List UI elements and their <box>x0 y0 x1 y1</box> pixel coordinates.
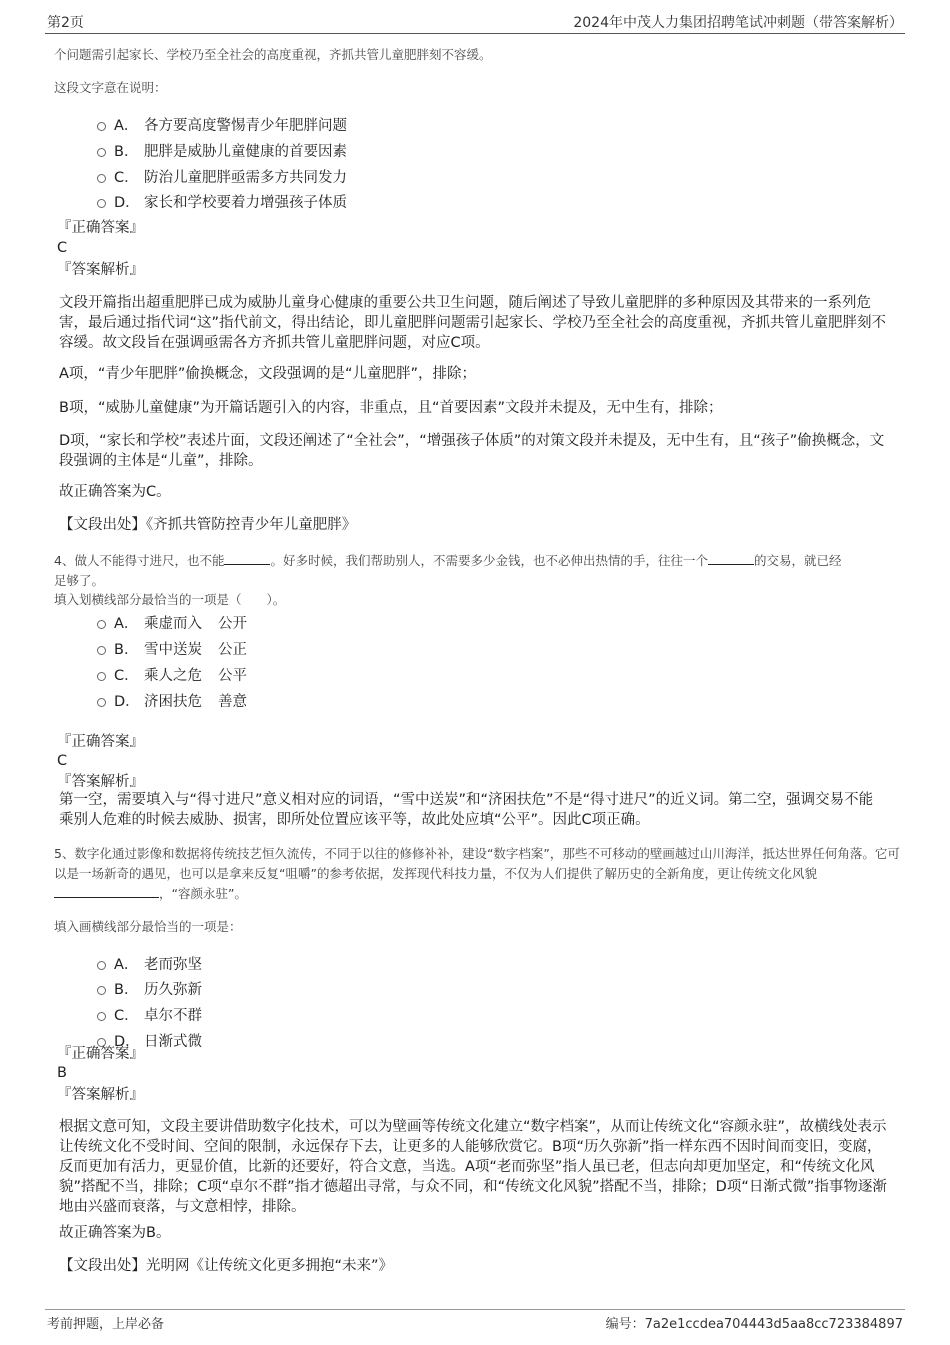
q4-stem: 4、做人不能得寸进尺，也不能 。好多时候，我们帮助别人，不需要多少金钱，也不必伸出热情的手，往往一个 的交易，就已经 足够了。 <box>54 553 842 588</box>
radio-icon[interactable] <box>97 122 106 131</box>
q5-option-c[interactable]: C． 卓尔不群 <box>97 1004 202 1025</box>
q3-conclusion: 故正确答案为C。 <box>59 484 171 500</box>
q3-option-c[interactable]: C． 防治儿童肥胖亟需多方共同发力 <box>97 166 347 187</box>
q3-option-d[interactable]: D． 家长和学校要着力增强孩子体质 <box>97 191 347 212</box>
q5-prompt: 填入画横线部分最恰当的一项是： <box>54 919 242 934</box>
radio-icon[interactable] <box>97 961 106 970</box>
blank-line <box>224 552 270 565</box>
q4-prompt: 填入划横线部分最恰当的一项是（ ）。 <box>54 592 286 607</box>
q4-option-b[interactable]: B． 雪中送炭 公正 <box>97 638 247 659</box>
q4-option-c[interactable]: C． 乘人之危 公平 <box>97 664 247 685</box>
q3-analysis-b: B项，“威胁儿童健康”为开篇话题引入的内容，非重点，且“首要因素”文段并未提及，无中生有，排除； <box>59 400 723 416</box>
q4-answer: C <box>57 753 68 769</box>
footer-code: 编号：7a2e1ccdea704443d5aa8cc723384897 <box>605 1317 903 1332</box>
q3-analysis: 文段开篇指出超重肥胖已成为威胁儿童身心健康的重要公共卫生问题，随后阐述了导致儿童肥胖的多种原因及其带来的一系列危害，最后通过指代词“这”指代前文，得出结论，即儿童肥胖问题需引起家长、学校乃至全社会的高度重视，齐抓共管儿童肥胖刻不容缓。故文段旨在强调亟需各方齐抓共管儿童肥胖问题，对应C项。 <box>59 295 887 351</box>
q3-option-a[interactable]: A． 各方要高度警惕青少年肥胖问题 <box>97 114 347 135</box>
q3-analysis-label: 『答案解析』 <box>57 262 144 278</box>
radio-icon[interactable] <box>97 620 106 629</box>
q5-conclusion: 故正确答案为B。 <box>59 1225 171 1241</box>
radio-icon[interactable] <box>97 646 106 655</box>
q3-option-b[interactable]: B． 肥胖是威胁儿童健康的首要因素 <box>97 140 347 161</box>
radio-icon[interactable] <box>97 1012 106 1021</box>
blank-line <box>54 885 159 898</box>
blank-line <box>708 552 754 565</box>
radio-icon[interactable] <box>97 199 106 208</box>
q5-option-d[interactable]: D． 日渐式微 <box>97 1030 202 1051</box>
q3-answer-label: 『正确答案』 <box>57 220 144 236</box>
document-title: 2024年中茂人力集团招聘笔试冲刺题（带答案解析） <box>573 15 903 31</box>
radio-icon[interactable] <box>97 174 106 183</box>
q5-stem: 5、数字化通过影像和数据将传统技艺恒久流传，不同于以往的修修补补，建设“数字档案”，那些不可移动的壁画越过山川海洋，抵达世界任何角落。它可以是一场新奇的遇见，也可以是拿来反复“咀嚼”的参考依据，发挥现代科技力量，不仅为人们提供了解历史的全新角度，更让传统文化风貌，“容颜永驻”。 <box>54 846 900 901</box>
q3-prompt: 这段文字意在说明： <box>54 80 167 95</box>
page-number: 第2页 <box>47 15 84 31</box>
q3-analysis-d: D项，“家长和学校”表述片面，文段还阐述了“全社会”，“增强孩子体质”的对策文段并未提及，无中生有，且“孩子”偷换概念，文段强调的主体是“儿童”，排除。 <box>59 433 885 469</box>
q5-option-b[interactable]: B． 历久弥新 <box>97 978 202 999</box>
q5-option-a[interactable]: A． 老而弥坚 <box>97 953 202 974</box>
radio-icon[interactable] <box>97 672 106 681</box>
q4-option-d[interactable]: D． 济困扶危 善意 <box>97 690 247 711</box>
q5-analysis-label: 『答案解析』 <box>57 1087 144 1103</box>
footer-divider <box>45 1309 905 1310</box>
q4-option-a[interactable]: A． 乘虚而入 公开 <box>97 612 247 633</box>
footer-slogan: 考前押题，上岸必备 <box>47 1317 165 1332</box>
radio-icon[interactable] <box>97 986 106 995</box>
q3-passage-tail: 个问题需引起家长、学校乃至全社会的高度重视，齐抓共管儿童肥胖刻不容缓。 <box>54 47 492 62</box>
radio-icon[interactable] <box>97 698 106 707</box>
header-divider <box>45 33 905 34</box>
q3-analysis-a: A项，“青少年肥胖”偷换概念，文段强调的是“儿童肥胖”，排除； <box>59 366 476 382</box>
q3-source: 【文段出处】《齐抓共管防控青少年儿童肥胖》 <box>59 517 357 533</box>
q5-answer: B <box>57 1065 67 1081</box>
q4-analysis: 第一空，需要填入与“得寸进尺”意义相对应的词语，“雪中送炭”和“济困扶危”不是“得寸进尺”的近义词。第二空，强调交易不能乘别人危难的时候去威胁、损害，即所处位置应该平等，故此处应填“公平”。因此C项正确。 <box>59 792 874 828</box>
q5-answer-label: 『正确答案』 <box>57 1046 144 1062</box>
radio-icon[interactable] <box>97 148 106 157</box>
q3-answer: C <box>57 240 68 256</box>
q5-analysis: 根据文意可知，文段主要讲借助数字化技术，可以为壁画等传统文化建立“数字档案”，从而让传统文化“容颜永驻”，故横线处表示让传统文化不受时间、空间的限制，永远保存下去，让更多的人能够欣赏它。B项“历久弥新”指一样东西不因时间而变旧，变腐，反而更加有活力，更显价值，比新的还要好，符合文意，当选。A项“老而弥坚”指人虽已老，但志向却更加坚定，和“传统文化风貌”搭配不当，排除；C项“卓尔不群”指才德超出寻常，与众不同，和“传统文化风貌”搭配不当，排除；D项“日渐式微”指事物逐渐地由兴盛而衰落，与文意相悖，排除。 <box>59 1119 887 1215</box>
q4-analysis-label: 『答案解析』 <box>57 774 144 790</box>
q4-answer-label: 『正确答案』 <box>57 734 144 750</box>
q5-source: 【文段出处】光明网《让传统文化更多拥抱“未来”》 <box>59 1258 394 1274</box>
